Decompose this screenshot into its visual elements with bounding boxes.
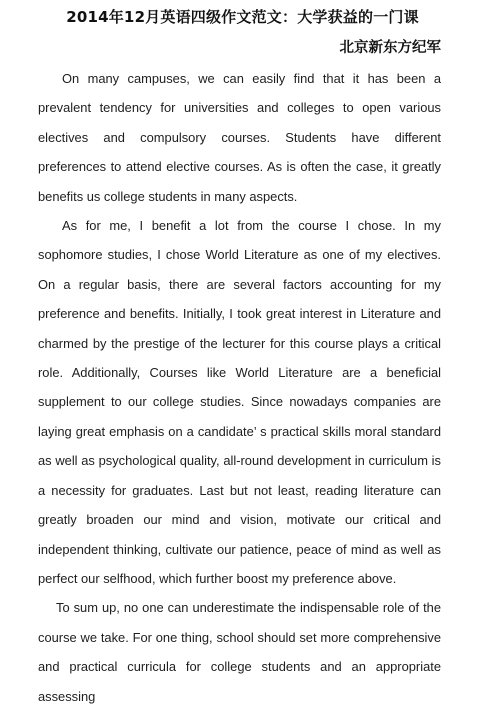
document-source: 北京新东方纪军 [339, 40, 441, 56]
document-title: 2014年12月英语四级作文范文：大学获益的一门课 [66, 8, 419, 26]
essay-paragraph-1: On many campuses, we can easily find that it has been a prevalent tendency for universities and colleges to open various electives and compulsory courses. Students have different preferences to attend elective courses. As is often the case, it greatly benefits us college students in many aspects. [38, 71, 441, 204]
essay-body [38, 64, 441, 711]
essay-paragraph-3: To sum up, no one can underestimate the indispensable role of the course we take. For one thing, school should set more comprehensive and practical curricula for college students and an appropriate assessing [38, 600, 441, 704]
essay-paragraph-2: As for me, I benefit a lot from the course I chose. In my sophomore studies, I chose World Literature as one of my electives. On a regular basis, there are several factors accounting for my preference and benefits. Initially, I took great interest in Literature and charmed by the prestige of the lecturer for this course plays a critical role. Additionally, Courses like World Literature are a beneficial supplement to our college studies. Since nowadays companies are laying great emphasis on a candidate’ s practical skills moral standard as well as psychological quality, all-round development in curriculum is a necessity for graduates. Last but not least, reading literature can greatly broaden our mind and vision, motivate our critical and independent thinking, cultivate our patience, peace of mind as well as perfect our selfhood, which further boost my preference above. [38, 218, 441, 586]
